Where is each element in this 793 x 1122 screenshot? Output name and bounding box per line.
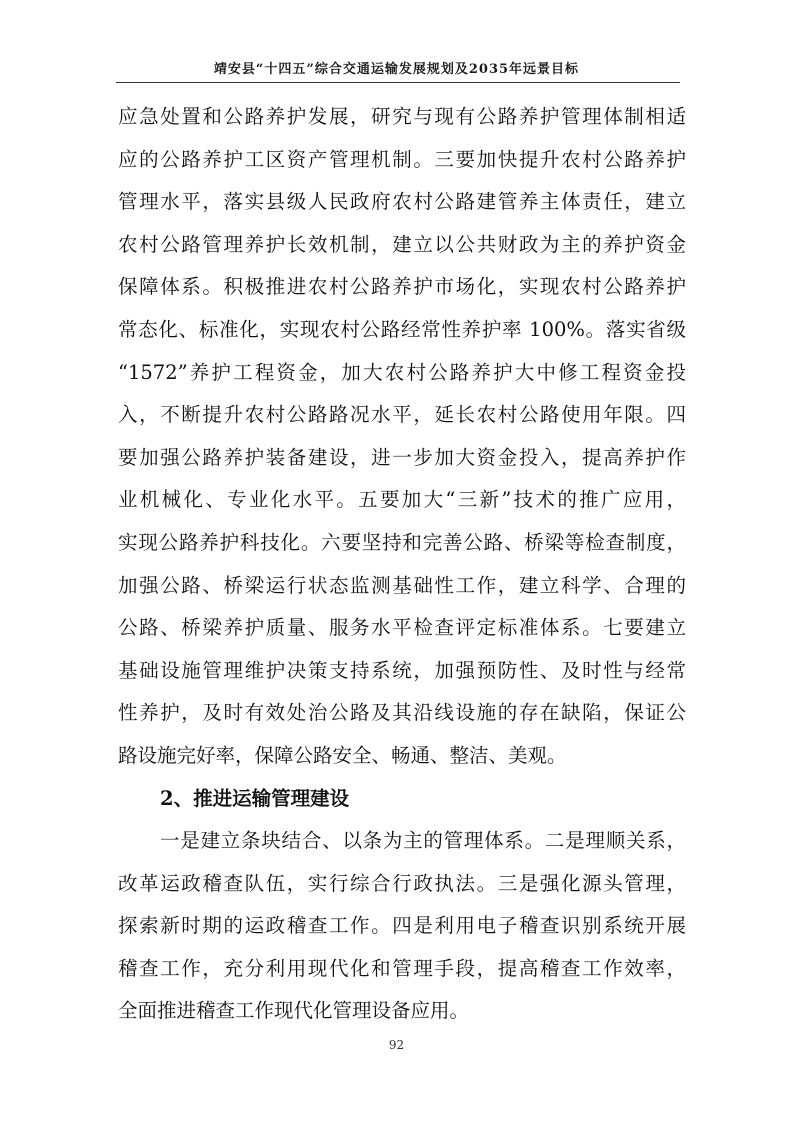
text-line: 保障体系。积极推进农村公路养护市场化，实现农村公路养护 [118, 275, 686, 299]
text-line: 路设施完好率，保障公路安全、畅通、整洁、美观。 [118, 743, 567, 767]
text-line: 入，不断提升农村公路路况水平，延长农村公路使用年限。四 [118, 403, 686, 427]
header-divider [116, 82, 680, 83]
page-number: 92 [388, 1038, 405, 1052]
text-line: 常态化、标准化，实现农村公路经常性养护率 100%。落实省级 [118, 317, 686, 341]
text-line: 实现公路养护科技化。六要坚持和完善公路、桥梁等检查制度， [118, 530, 686, 554]
text-line: 稽查工作，充分利用现代化和管理手段，提高稽查工作效率， [118, 956, 686, 980]
document-body [118, 96, 686, 1033]
text-line: 基础设施管理维护决策支持系统，加强预防性、及时性与经常 [118, 658, 686, 682]
text-line: 公路、桥梁养护质量、服务水平检查评定标准体系。七要建立 [118, 616, 686, 640]
text-line: 性养护，及时有效处治公路及其沿线设施的存在缺陷，保证公 [118, 701, 686, 725]
paragraph-transport-management [118, 820, 686, 1033]
text-line: 一是建立条块结合、以条为主的管理体系。二是理顺关系， [160, 829, 686, 853]
text-line: 探索新时期的运政稽查工作。四是利用电子稽查识别系统开展 [118, 914, 686, 938]
text-line: 应的公路养护工区资产管理机制。三要加快提升农村公路养护 [118, 147, 686, 171]
text-line: 改革运政稽查队伍，实行综合行政执法。三是强化源头管理， [118, 871, 686, 895]
section-heading: 2、推进运输管理建设 [160, 786, 350, 810]
running-header: 靖安县“十四五”综合交通运输发展规划及2035年远景目标 [213, 62, 580, 77]
paragraph-maintenance [118, 96, 686, 778]
text-line: 要加强公路养护装备建设，进一步加大资金投入，提高养护作 [118, 445, 686, 469]
text-line: 管理水平，落实县级人民政府农村公路建管养主体责任，建立 [118, 190, 686, 214]
text-line: “1572”养护工程资金，加大农村公路养护大中修工程资金投 [118, 360, 686, 384]
text-line: 农村公路管理养护长效机制，建立以公共财政为主的养护资金 [118, 232, 686, 256]
text-line: 全面推进稽查工作现代化管理设备应用。 [118, 999, 470, 1023]
text-line: 应急处置和公路养护发展，研究与现有公路养护管理体制相适 [118, 105, 686, 128]
text-line: 加强公路、桥梁运行状态监测基础性工作，建立科学、合理的 [118, 573, 686, 597]
text-line: 业机械化、专业化水平。五要加大“三新”技术的推广应用， [118, 488, 686, 512]
